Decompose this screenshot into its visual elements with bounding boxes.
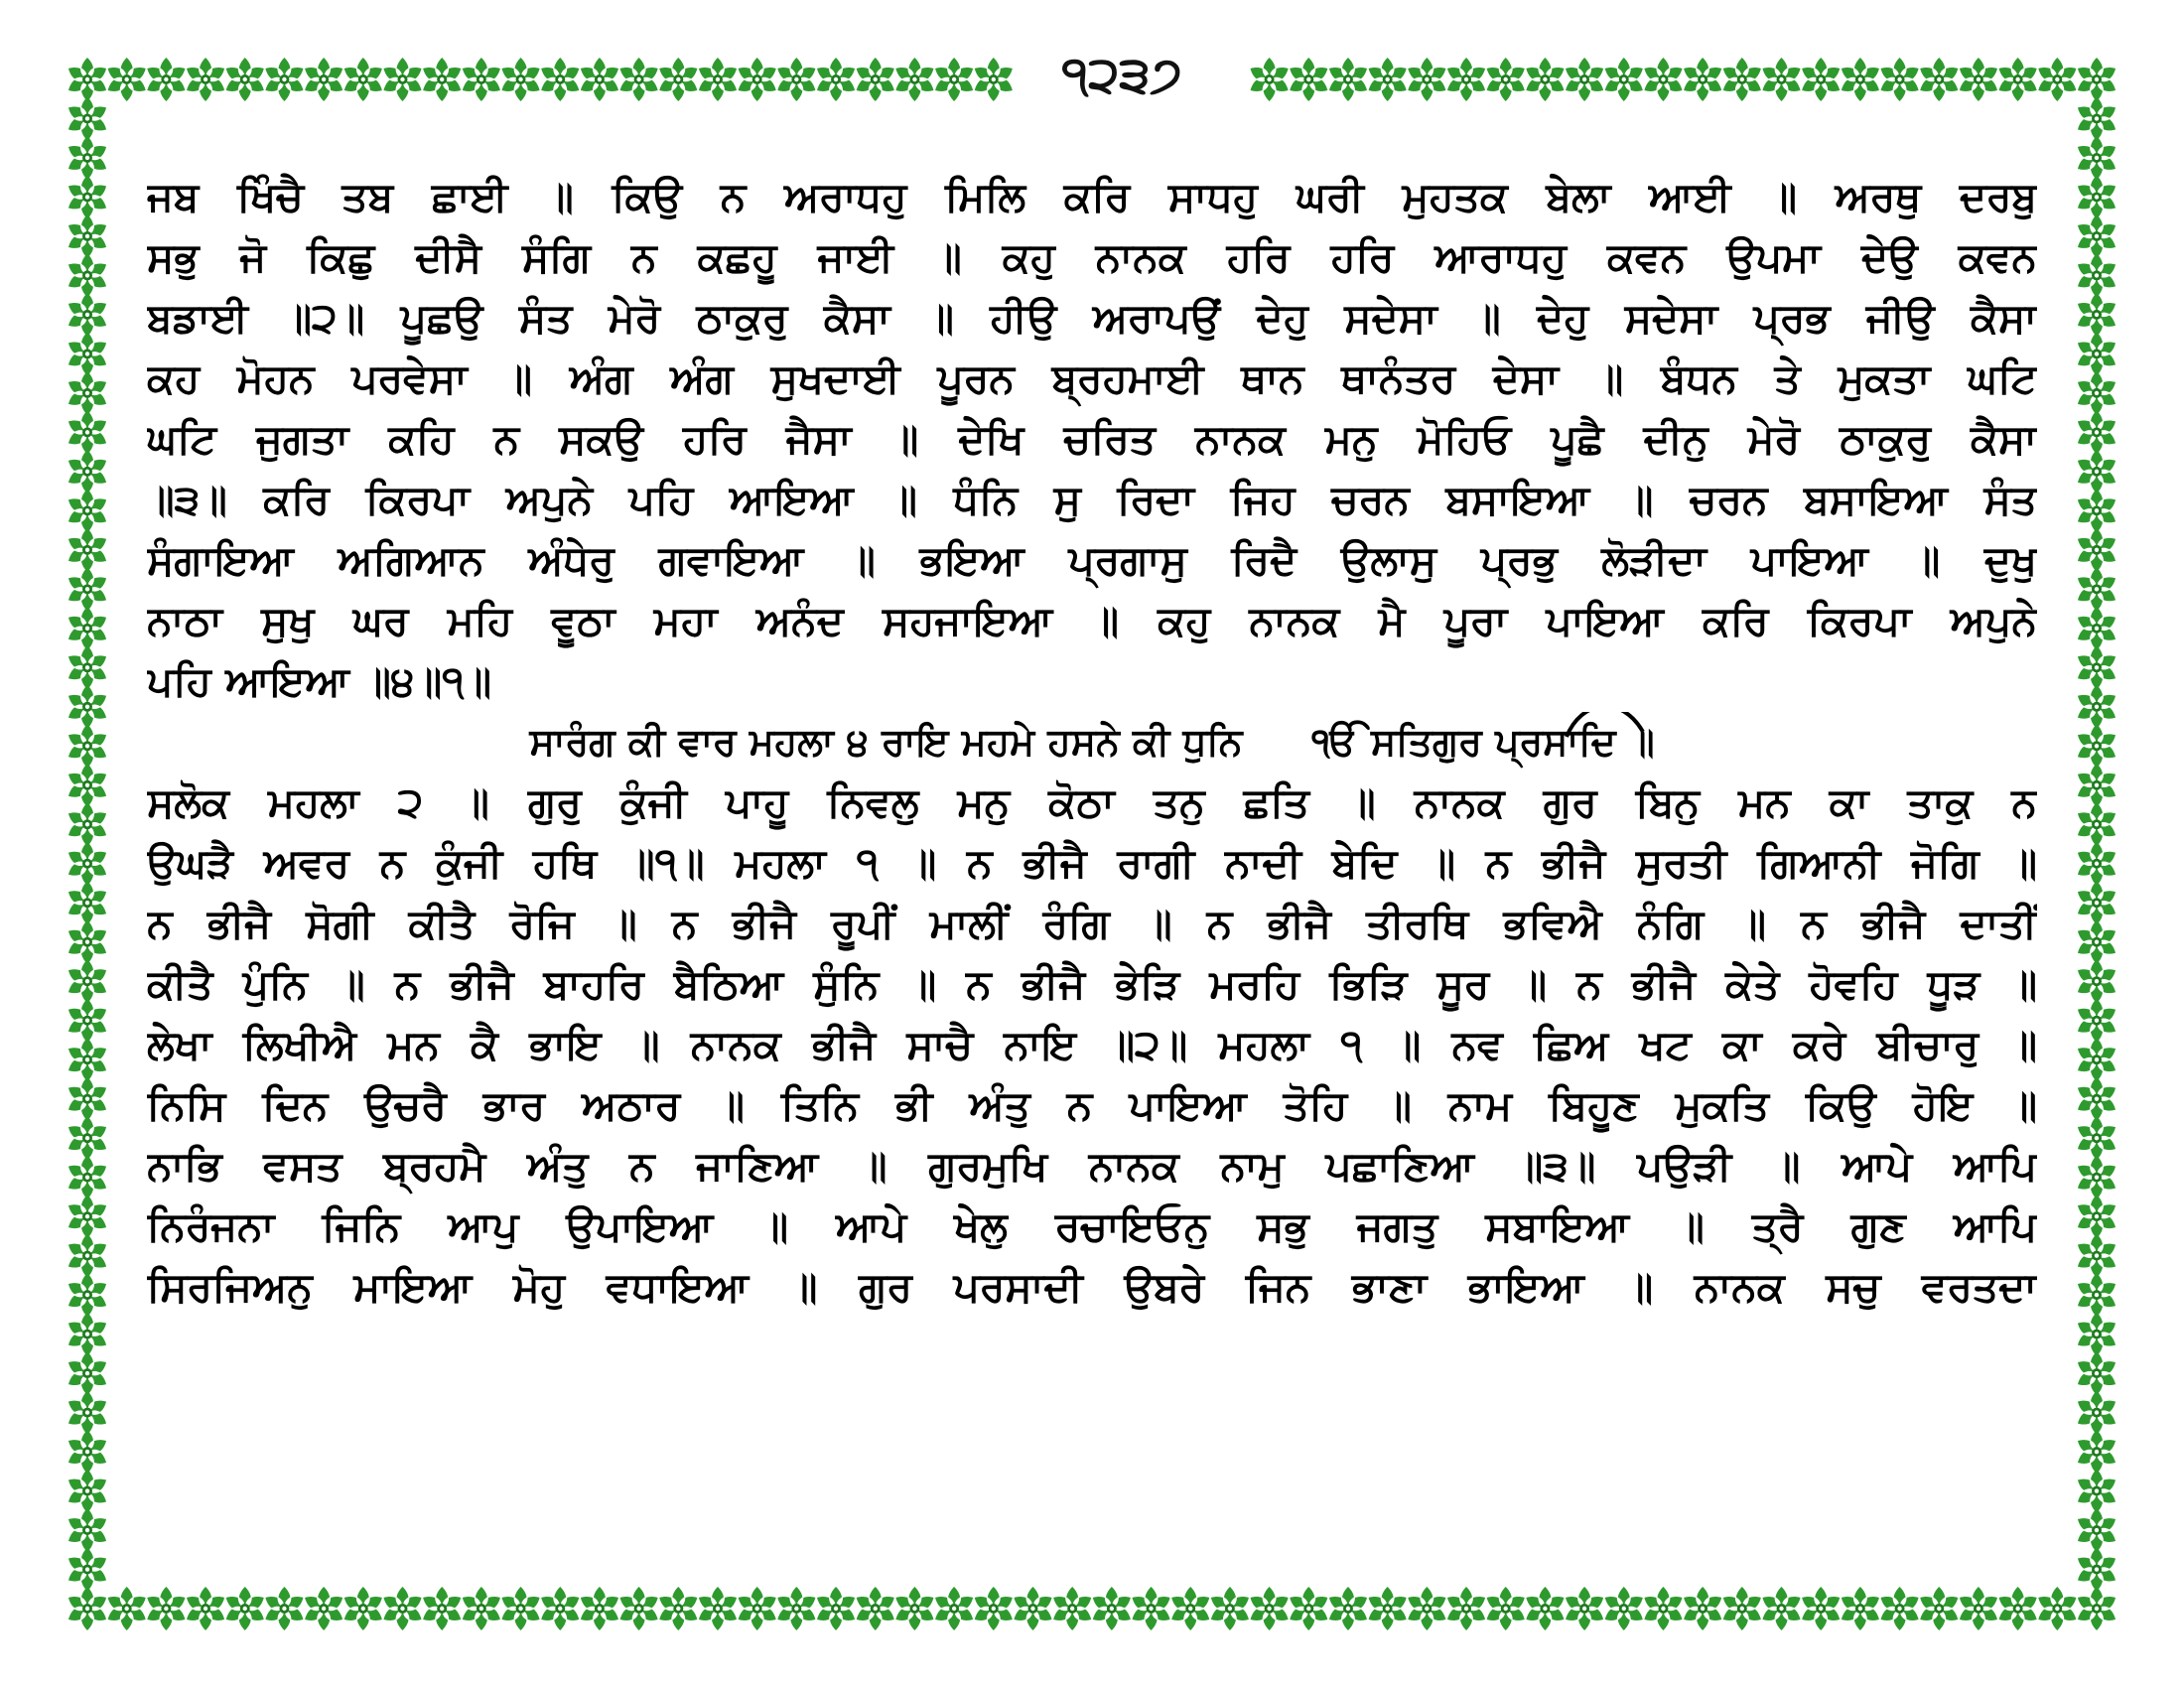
- border-flower-icon: [1248, 58, 1292, 101]
- border-flower-icon: [66, 999, 109, 1043]
- text-line: ਕਹ ਮੋਹਨ ਪਰਵੇਸਾ ॥ ਅੰਗ ਅੰਗ ਸੁਖਦਾਈ ਪੂਰਨ ਬ੍ਰਹਮਾਈ ਥਾਨ ਥਾਨੰਤਰ ਦੇਸਾ ॥ ਬੰਧਨ ਤੇ ਮੁਕਤਾ ਘਟਿ: [147, 354, 2037, 402]
- border-flower-icon: [460, 1587, 503, 1630]
- border-flower-icon: [2075, 528, 2118, 572]
- border-flower-icon: [2075, 842, 2118, 886]
- border-flower-icon: [66, 293, 109, 337]
- border-flower-icon: [1523, 1587, 1567, 1630]
- border-flower-icon: [1799, 58, 1843, 101]
- border-flower-icon: [66, 685, 109, 729]
- border-flower-icon: [1168, 1587, 1212, 1630]
- border-flower-icon: [814, 1587, 858, 1630]
- border-flower-icon: [1681, 58, 1724, 101]
- border-flower-icon: [262, 1587, 306, 1630]
- border-flower-icon: [932, 58, 976, 101]
- border-flower-icon: [1996, 58, 2040, 101]
- border-flower-icon: [2075, 489, 2118, 532]
- border-flower-icon: [420, 58, 464, 101]
- border-flower-icon: [1484, 1587, 1528, 1630]
- border-flower-icon: [1602, 1587, 1646, 1630]
- heading-title: ਸਾਰੰਗ ਕੀ ਵਾਰ ਮਹਲਾ ੪ ਰਾਇ ਮਹਮੇ ਹਸਨੇ ਕੀ ਧੁਨਿ: [529, 720, 1243, 764]
- border-flower-icon: [66, 567, 109, 611]
- border-flower-icon: [814, 58, 858, 101]
- border-flower-icon: [774, 58, 818, 101]
- border-flower-icon: [1839, 1587, 1882, 1630]
- border-flower-icon: [2075, 802, 2118, 846]
- border-flower-icon: [66, 450, 109, 493]
- border-flower-icon: [2075, 1038, 2118, 1081]
- border-flower-icon: [892, 58, 936, 101]
- mool-mantar-invocation: ੴ ਸਤਿਗੁਰ ਪ੍ਰਸਾਦਿ ॥: [1311, 720, 1655, 764]
- text-line: ਨਾਭਿ ਵਸਤ ਬ੍ਰਹਮੈ ਅੰਤੁ ਨ ਜਾਣਿਆ ॥ ਗੁਰਮੁਖਿ ਨਾਨਕ ਨਾਮੁ ਪਛਾਣਿਆ ॥੩॥ ਪਉੜੀ ॥ ਆਪੇ ਆਪਿ: [147, 1142, 2037, 1190]
- border-flower-icon: [2075, 1077, 2118, 1121]
- border-flower-icon: [1248, 1587, 1292, 1630]
- border-flower-icon: [380, 58, 424, 101]
- border-flower-icon: [66, 1077, 109, 1121]
- border-flower-icon: [1759, 58, 1803, 101]
- text-line: ਸੰਗਾਇਆ ਅਗਿਆਨ ਅੰਧੇਰੁ ਗਵਾਇਆ ॥ ਭਇਆ ਪ੍ਰਗਾਸੁ ਰਿਦੈ ਉਲਾਸੁ ਪ੍ਰਭੁ ਲੋੜੀਦਾ ਪਾਇਆ ॥ ਦੁਖੁ: [147, 536, 2037, 584]
- border-flower-icon: [696, 58, 740, 101]
- text-line: ਉਘੜੈ ਅਵਰ ਨ ਕੁੰਜੀ ਹਥਿ ॥੧॥ ਮਹਲਾ ੧ ॥ ਨ ਭੀਜੈ ਰਾਗੀ ਨਾਦੀ ਬੇਦਿ ॥ ਨ ਭੀਜੈ ਸੁਰਤੀ ਗਿਆਨੀ ਜੋਗਿ ॥: [147, 839, 2037, 887]
- border-flower-icon: [2075, 1116, 2118, 1160]
- border-flower-icon: [1759, 1587, 1803, 1630]
- border-flower-icon: [66, 332, 109, 375]
- border-flower-icon: [1957, 58, 2000, 101]
- border-flower-icon: [972, 58, 1016, 101]
- border-flower-icon: [66, 136, 109, 180]
- border-flower-icon: [66, 842, 109, 886]
- border-flower-icon: [2035, 1587, 2079, 1630]
- section-heading: [147, 712, 2037, 773]
- border-flower-icon: [341, 58, 385, 101]
- border-flower-icon: [656, 1587, 700, 1630]
- border-flower-icon: [2075, 136, 2118, 180]
- border-flower-icon: [1839, 58, 1882, 101]
- border-flower-icon: [2075, 1156, 2118, 1199]
- border-flower-icon: [2075, 1430, 2118, 1474]
- border-flower-icon: [66, 1508, 109, 1552]
- border-flower-icon: [66, 528, 109, 572]
- border-flower-icon: [617, 1587, 661, 1630]
- border-flower-icon: [736, 58, 779, 101]
- text-line: ਨਾਠਾ ਸੁਖੁ ਘਰ ਮਹਿ ਵੂਠਾ ਮਹਾ ਅਨੰਦ ਸਹਜਾਇਆ ॥ ਕਹੁ ਨਾਨਕ ਮੈ ਪੂਰਾ ਪਾਇਆ ਕਰਿ ਕਿਰਪਾ ਅਪੁਨੇ: [147, 597, 2037, 644]
- border-flower-icon: [66, 959, 109, 1003]
- border-flower-icon: [498, 58, 542, 101]
- border-flower-icon: [2075, 175, 2118, 218]
- text-line: ਸਭੁ ਜੋ ਕਿਛੁ ਦੀਸੈ ਸੰਗਿ ਨ ਕਛਹੂ ਜਾਈ ॥ ਕਹੁ ਨਾਨਕ ਹਰਿ ਹਰਿ ਆਰਾਧਹੁ ਕਵਨ ਉਪਮਾ ਦੇਉ ਕਵਨ: [147, 233, 2037, 281]
- text-line: ਘਟਿ ਜੁਗਤਾ ਕਹਿ ਨ ਸਕਉ ਹਰਿ ਜੈਸਾ ॥ ਦੇਖਿ ਚਰਿਤ ਨਾਨਕ ਮਨੁ ਮੋਹਿਓ ਪੂਛੈ ਦੀਨੁ ਮੇਰੋ ਠਾਕੁਰੁ ਕੈਸਾ: [147, 415, 2037, 463]
- text-line: ਪਹਿ ਆਇਆ ॥੪॥੧॥: [147, 657, 491, 705]
- border-flower-icon: [1208, 1587, 1252, 1630]
- border-flower-icon: [66, 1156, 109, 1199]
- border-flower-icon: [184, 58, 227, 101]
- border-flower-icon: [66, 175, 109, 218]
- border-flower-icon: [1641, 58, 1685, 101]
- border-flower-icon: [932, 1587, 976, 1630]
- border-flower-icon: [1681, 1587, 1724, 1630]
- border-flower-icon: [184, 1587, 227, 1630]
- border-flower-icon: [2075, 607, 2118, 650]
- border-flower-icon: [302, 1587, 345, 1630]
- border-flower-icon: [2075, 1391, 2118, 1435]
- border-flower-icon: [144, 1587, 188, 1630]
- text-line: ਲੇਖਾ ਲਿਖੀਐ ਮਨ ਕੈ ਭਾਇ ॥ ਨਾਨਕ ਭੀਜੈ ਸਾਚੈ ਨਾਇ ॥੨॥ ਮਹਲਾ ੧ ॥ ਨਵ ਛਿਅ ਖਟ ਕਾ ਕਰੇ ਬੀਚਾਰੁ ॥: [147, 1021, 2037, 1068]
- border-flower-icon: [1917, 58, 1961, 101]
- border-flower-icon: [341, 1587, 385, 1630]
- text-line: ਨ ਭੀਜੈ ਸੋਗੀ ਕੀਤੈ ਰੋਜਿ ॥ ਨ ਭੀਜੈ ਰੂਪੀਂ ਮਾਲੀਂ ਰੰਗਿ ॥ ਨ ਭੀਜੈ ਤੀਰਥਿ ਭਵਿਐ ਨੰਗਿ ॥ ਨ ਭੀਜੈ ਦਾਤੀਂ: [147, 900, 2037, 947]
- border-flower-icon: [144, 58, 188, 101]
- border-flower-icon: [66, 881, 109, 924]
- border-flower-icon: [1405, 1587, 1448, 1630]
- border-flower-icon: [2075, 332, 2118, 375]
- border-flower-icon: [420, 1587, 464, 1630]
- border-flower-icon: [66, 1351, 109, 1395]
- border-flower-icon: [1129, 1587, 1172, 1630]
- border-flower-icon: [66, 645, 109, 689]
- border-flower-icon: [262, 58, 306, 101]
- border-flower-icon: [2075, 1234, 2118, 1278]
- oankar-arc-icon: [1562, 712, 1651, 742]
- border-flower-icon: [892, 1587, 936, 1630]
- border-flower-icon: [1563, 1587, 1606, 1630]
- border-flower-icon: [2075, 764, 2118, 807]
- border-flower-icon: [972, 1587, 1016, 1630]
- text-line: ਨਿਸਿ ਦਿਨ ਉਚਰੈ ਭਾਰ ਅਠਾਰ ॥ ਤਿਨਿ ਭੀ ਅੰਤੁ ਨ ਪਾਇਆ ਤੋਹਿ ॥ ਨਾਮ ਬਿਹੂਣ ਮੁਕਤਿ ਕਿਉ ਹੋਇ ॥: [147, 1081, 2037, 1129]
- text-line: ਕੀਤੈ ਪੁੰਨਿ ॥ ਨ ਭੀਜੈ ਬਾਹਰਿ ਬੈਠਿਆ ਸੁੰਨਿ ॥ ਨ ਭੀਜੈ ਭੇੜਿ ਮਰਹਿ ਭਿੜਿ ਸੂਰ ॥ ਨ ਭੀਜੈ ਕੇਤੇ ਹੋਵਹਿ ਧੂੜ ॥: [147, 960, 2037, 1008]
- border-flower-icon: [66, 1038, 109, 1081]
- border-flower-icon: [1563, 58, 1606, 101]
- text-line: ਨਿਰੰਜਨਾ ਜਿਨਿ ਆਪੁ ਉਪਾਇਆ ॥ ਆਪੇ ਖੇਲੁ ਰਚਾਇਓਨੁ ਸਭੁ ਜਗਤੁ ਸਬਾਇਆ ॥ ਤ੍ਰੈ ਗੁਣ ਆਪਿ: [147, 1202, 2037, 1250]
- border-flower-icon: [66, 1391, 109, 1435]
- text-line: ਸਿਰਜਿਅਨੁ ਮਾਇਆ ਮੋਹੁ ਵਧਾਇਆ ॥ ਗੁਰ ਪਰਸਾਦੀ ਉਬਰੇ ਜਿਨ ਭਾਣਾ ਭਾਇਆ ॥ ਨਾਨਕ ਸਚੁ ਵਰਤਦਾ: [147, 1263, 2037, 1311]
- border-flower-icon: [578, 1587, 621, 1630]
- text-line: ਬਡਾਈ ॥੨॥ ਪੂਛਉ ਸੰਤ ਮੇਰੋ ਠਾਕੁਰੁ ਕੈਸਾ ॥ ਹੀਉ ਅਰਾਪਉਂ ਦੇਹੁ ਸਦੇਸਾ ॥ ਦੇਹੁ ਸਦੇਸਾ ਪ੍ਰਭ ਜੀਉ ਕੈਸਾ: [147, 294, 2037, 342]
- border-flower-icon: [498, 1587, 542, 1630]
- border-flower-icon: [617, 58, 661, 101]
- border-flower-icon: [2075, 450, 2118, 493]
- border-flower-icon: [2075, 1587, 2118, 1630]
- border-flower-icon: [1996, 1587, 2040, 1630]
- border-flower-icon: [1287, 1587, 1330, 1630]
- border-flower-icon: [2075, 645, 2118, 689]
- border-flower-icon: [2075, 959, 2118, 1003]
- border-flower-icon: [460, 58, 503, 101]
- border-flower-icon: [66, 371, 109, 415]
- border-flower-icon: [1917, 1587, 1961, 1630]
- border-flower-icon: [1720, 1587, 1764, 1630]
- border-flower-icon: [66, 1587, 109, 1630]
- border-flower-icon: [66, 58, 109, 101]
- border-flower-icon: [1523, 58, 1567, 101]
- border-flower-icon: [696, 1587, 740, 1630]
- border-flower-icon: [2075, 685, 2118, 729]
- border-flower-icon: [1366, 58, 1410, 101]
- border-flower-icon: [105, 58, 149, 101]
- border-flower-icon: [2075, 1273, 2118, 1317]
- border-flower-icon: [2075, 1470, 2118, 1513]
- border-flower-icon: [1405, 58, 1448, 101]
- text-line: ਸਲੋਕ ਮਹਲਾ ੨ ॥ ਗੁਰੁ ਕੁੰਜੀ ਪਾਹੂ ਨਿਵਲੁ ਮਨੁ ਕੋਠਾ ਤਨੁ ਛਤਿ ॥ ਨਾਨਕ ਗੁਰ ਬਿਨੁ ਮਨ ਕਾ ਤਾਕੁ ਨ: [147, 778, 2037, 826]
- border-flower-icon: [66, 1273, 109, 1317]
- border-flower-icon: [2075, 999, 2118, 1043]
- border-flower-icon: [1050, 1587, 1094, 1630]
- border-flower-icon: [66, 253, 109, 297]
- border-flower-icon: [2075, 1195, 2118, 1238]
- border-flower-icon: [380, 1587, 424, 1630]
- text-line: ਜਬ ਖਿੰਚੈ ਤਬ ਛਾਈ ॥ ਕਿਉ ਨ ਅਰਾਧਹੁ ਮਿਲਿ ਕਰਿ ਸਾਧਹੁ ਘਰੀ ਮੁਹਤਕ ਬੇਲਾ ਆਈ ॥ ਅਰਥੁ ਦਰਬੁ: [147, 173, 2037, 220]
- border-flower-icon: [538, 58, 582, 101]
- border-flower-icon: [66, 802, 109, 846]
- border-flower-icon: [66, 489, 109, 532]
- border-flower-icon: [1878, 58, 1922, 101]
- border-flower-icon: [2075, 214, 2118, 258]
- border-flower-icon: [656, 58, 700, 101]
- border-flower-icon: [2075, 371, 2118, 415]
- border-flower-icon: [66, 764, 109, 807]
- border-flower-icon: [1444, 1587, 1488, 1630]
- border-flower-icon: [2075, 253, 2118, 297]
- border-flower-icon: [66, 724, 109, 768]
- border-flower-icon: [2075, 96, 2118, 140]
- border-flower-icon: [2075, 1548, 2118, 1592]
- border-flower-icon: [1366, 1587, 1410, 1630]
- border-flower-icon: [66, 607, 109, 650]
- border-flower-icon: [2075, 567, 2118, 611]
- border-flower-icon: [66, 1234, 109, 1278]
- border-flower-icon: [2075, 410, 2118, 454]
- border-flower-icon: [1878, 1587, 1922, 1630]
- border-flower-icon: [66, 1313, 109, 1356]
- border-flower-icon: [2075, 881, 2118, 924]
- border-flower-icon: [1641, 1587, 1685, 1630]
- border-flower-icon: [223, 1587, 267, 1630]
- border-flower-icon: [2075, 1313, 2118, 1356]
- border-flower-icon: [1484, 58, 1528, 101]
- border-flower-icon: [1602, 58, 1646, 101]
- border-flower-icon: [66, 214, 109, 258]
- border-flower-icon: [1326, 1587, 1370, 1630]
- border-flower-icon: [66, 1116, 109, 1160]
- border-flower-icon: [1720, 58, 1764, 101]
- border-flower-icon: [2075, 724, 2118, 768]
- border-flower-icon: [774, 1587, 818, 1630]
- border-flower-icon: [302, 58, 345, 101]
- border-flower-icon: [2075, 58, 2118, 101]
- border-flower-icon: [1799, 1587, 1843, 1630]
- border-flower-icon: [66, 920, 109, 964]
- border-flower-icon: [66, 410, 109, 454]
- page-number: ੧੨੩੭: [1023, 40, 1221, 109]
- border-flower-icon: [578, 58, 621, 101]
- border-flower-icon: [2075, 293, 2118, 337]
- border-flower-icon: [538, 1587, 582, 1630]
- border-flower-icon: [66, 1470, 109, 1513]
- border-flower-icon: [2075, 920, 2118, 964]
- border-flower-icon: [736, 1587, 779, 1630]
- border-flower-icon: [1957, 1587, 2000, 1630]
- border-flower-icon: [1090, 1587, 1134, 1630]
- border-flower-icon: [1444, 58, 1488, 101]
- border-flower-icon: [854, 1587, 897, 1630]
- border-flower-icon: [1011, 1587, 1054, 1630]
- text-line: ॥੩॥ ਕਰਿ ਕਿਰਪਾ ਅਪੁਨੇ ਪਹਿ ਆਇਆ ॥ ਧੰਨਿ ਸੁ ਰਿਦਾ ਜਿਹ ਚਰਨ ਬਸਾਇਆ ॥ ਚਰਨ ਬਸਾਇਆ ਸੰਤ: [147, 476, 2037, 523]
- border-flower-icon: [2035, 58, 2079, 101]
- border-flower-icon: [66, 96, 109, 140]
- scripture-text: [147, 167, 2037, 1318]
- border-flower-icon: [854, 58, 897, 101]
- border-flower-icon: [66, 1430, 109, 1474]
- border-flower-icon: [2075, 1351, 2118, 1395]
- border-flower-icon: [66, 1548, 109, 1592]
- border-flower-icon: [105, 1587, 149, 1630]
- border-flower-icon: [2075, 1508, 2118, 1552]
- border-flower-icon: [1326, 58, 1370, 101]
- border-flower-icon: [223, 58, 267, 101]
- border-flower-icon: [66, 1195, 109, 1238]
- border-flower-icon: [1287, 58, 1330, 101]
